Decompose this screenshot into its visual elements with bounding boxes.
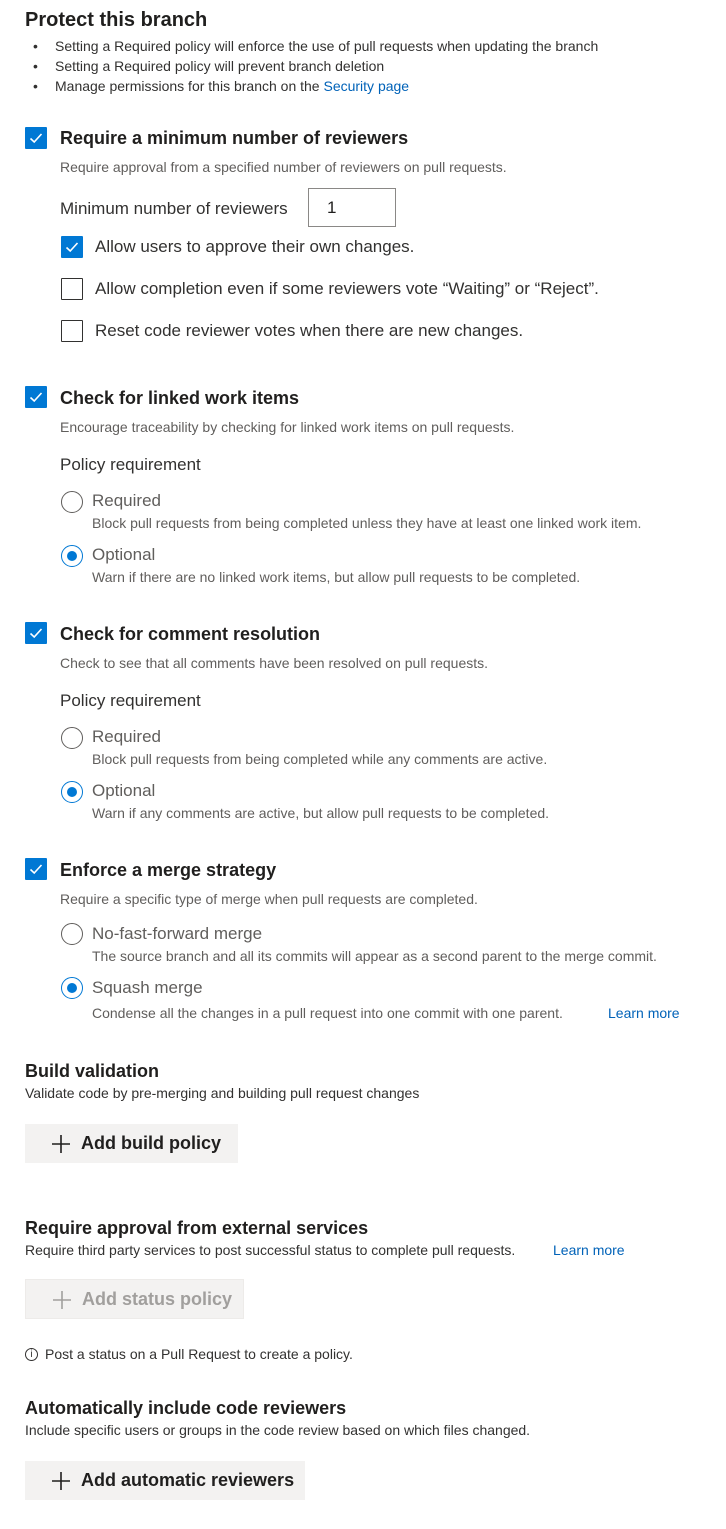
bullet: • [33,78,38,94]
linked-work-items-optional-label: Optional [92,545,156,564]
build-validation-description: Validate code by pre-merging and building pull request changes [25,1085,420,1101]
linked-work-items-checkbox[interactable] [25,386,47,408]
allow-completion-checkbox[interactable] [61,278,83,300]
bullet-text-prefix: Manage permissions for this branch on the [55,78,324,94]
comment-resolution-title: Check for comment resolution [60,624,321,644]
linked-work-items-description: Encourage traceability by checking for linked work items on pull requests. [60,419,515,435]
comment-resolution-required-desc: Block pull requests from being completed while any comments are active. [92,751,548,767]
add-build-policy-label: Add build policy [81,1133,221,1153]
min-reviewers-count-label: Minimum number of reviewers [60,199,288,218]
plus-icon [51,1134,71,1154]
security-page-link[interactable]: Security page [323,78,410,94]
allow-completion-label: Allow completion even if some reviewers vote “Waiting” or “Reject”. [95,279,599,298]
allow-self-approve-label: Allow users to approve their own changes. [95,237,415,256]
merge-strategy-title: Enforce a merge strategy [60,860,277,880]
bullet-text: Setting a Required policy will prevent branch deletion [55,58,385,74]
comment-resolution-optional-radio[interactable] [61,781,83,803]
squash-merge-radio[interactable] [61,977,83,999]
merge-strategy-learn-more-link[interactable]: Learn more [608,1005,680,1021]
min-reviewers-description: Require approval from a specified number of reviewers on pull requests. [60,159,507,175]
add-automatic-reviewers-button[interactable] [25,1461,305,1500]
add-automatic-reviewers-label: Add automatic reviewers [81,1470,295,1490]
checkmark-icon [65,240,79,254]
info-icon: i [25,1348,38,1361]
checkmark-icon [29,131,43,145]
plus-icon [52,1290,72,1310]
external-services-learn-more-link[interactable]: Learn more [553,1242,625,1258]
bullet-text: Setting a Required policy will enforce the use of pull requests when updating the branch [55,38,599,54]
linked-work-items-optional-radio[interactable] [61,545,83,567]
comment-resolution-required-radio[interactable] [61,727,83,749]
build-validation-title: Build validation [25,1061,160,1081]
min-reviewers-title: Require a minimum number of reviewers [60,128,409,148]
comment-resolution-description: Check to see that all comments have been resolved on pull requests. [60,655,489,671]
external-services-description: Require third party services to post successful status to complete pull requests. [25,1242,516,1258]
no-fast-forward-desc: The source branch and all its commits will appear as a second parent to the merge commit. [92,948,657,964]
min-reviewers-checkbox[interactable] [25,127,47,149]
checkmark-icon [29,862,43,876]
bullet: • [33,38,38,54]
add-build-policy-button[interactable] [25,1124,238,1163]
bullet-text [55,76,409,96]
min-reviewers-count-input[interactable] [308,188,396,227]
no-fast-forward-label: No-fast-forward merge [92,924,263,943]
comment-resolution-optional-label: Optional [92,781,156,800]
allow-self-approve-checkbox[interactable] [61,236,83,258]
comment-resolution-requirement-label: Policy requirement [60,691,201,710]
bullet: • [33,58,38,74]
checkmark-icon [29,626,43,640]
linked-work-items-required-desc: Block pull requests from being completed unless they have at least one linked work item. [92,515,642,531]
checkmark-icon [29,390,43,404]
comment-resolution-required-label: Required [92,727,161,746]
no-fast-forward-radio[interactable] [61,923,83,945]
squash-merge-label: Squash merge [92,978,203,997]
linked-work-items-title: Check for linked work items [60,388,300,408]
squash-merge-desc: Condense all the changes in a pull request into one commit with one parent. [92,1005,563,1021]
merge-strategy-checkbox[interactable] [25,858,47,880]
plus-icon [51,1471,71,1491]
linked-work-items-optional-desc: Warn if there are no linked work items, but allow pull requests to be completed. [92,569,581,585]
linked-work-items-required-label: Required [92,491,161,510]
reset-votes-checkbox[interactable] [61,320,83,342]
reset-votes-label: Reset code reviewer votes when there are new changes. [95,321,524,340]
status-policy-info-text: Post a status on a Pull Request to create a policy. [45,1346,353,1362]
linked-work-items-required-radio[interactable] [61,491,83,513]
add-status-policy-button[interactable] [25,1279,244,1319]
auto-reviewers-title: Automatically include code reviewers [25,1398,347,1418]
add-status-policy-label: Add status policy [82,1289,233,1309]
merge-strategy-description: Require a specific type of merge when pull requests are completed. [60,891,478,907]
auto-reviewers-description: Include specific users or groups in the code review based on which files changed. [25,1422,531,1438]
external-services-title: Require approval from external services [25,1218,369,1238]
comment-resolution-checkbox[interactable] [25,622,47,644]
comment-resolution-optional-desc: Warn if any comments are active, but allow pull requests to be completed. [92,805,550,821]
page-title: Protect this branch [25,9,208,31]
linked-work-items-requirement-label: Policy requirement [60,455,201,474]
header-bullet-list [33,36,713,96]
